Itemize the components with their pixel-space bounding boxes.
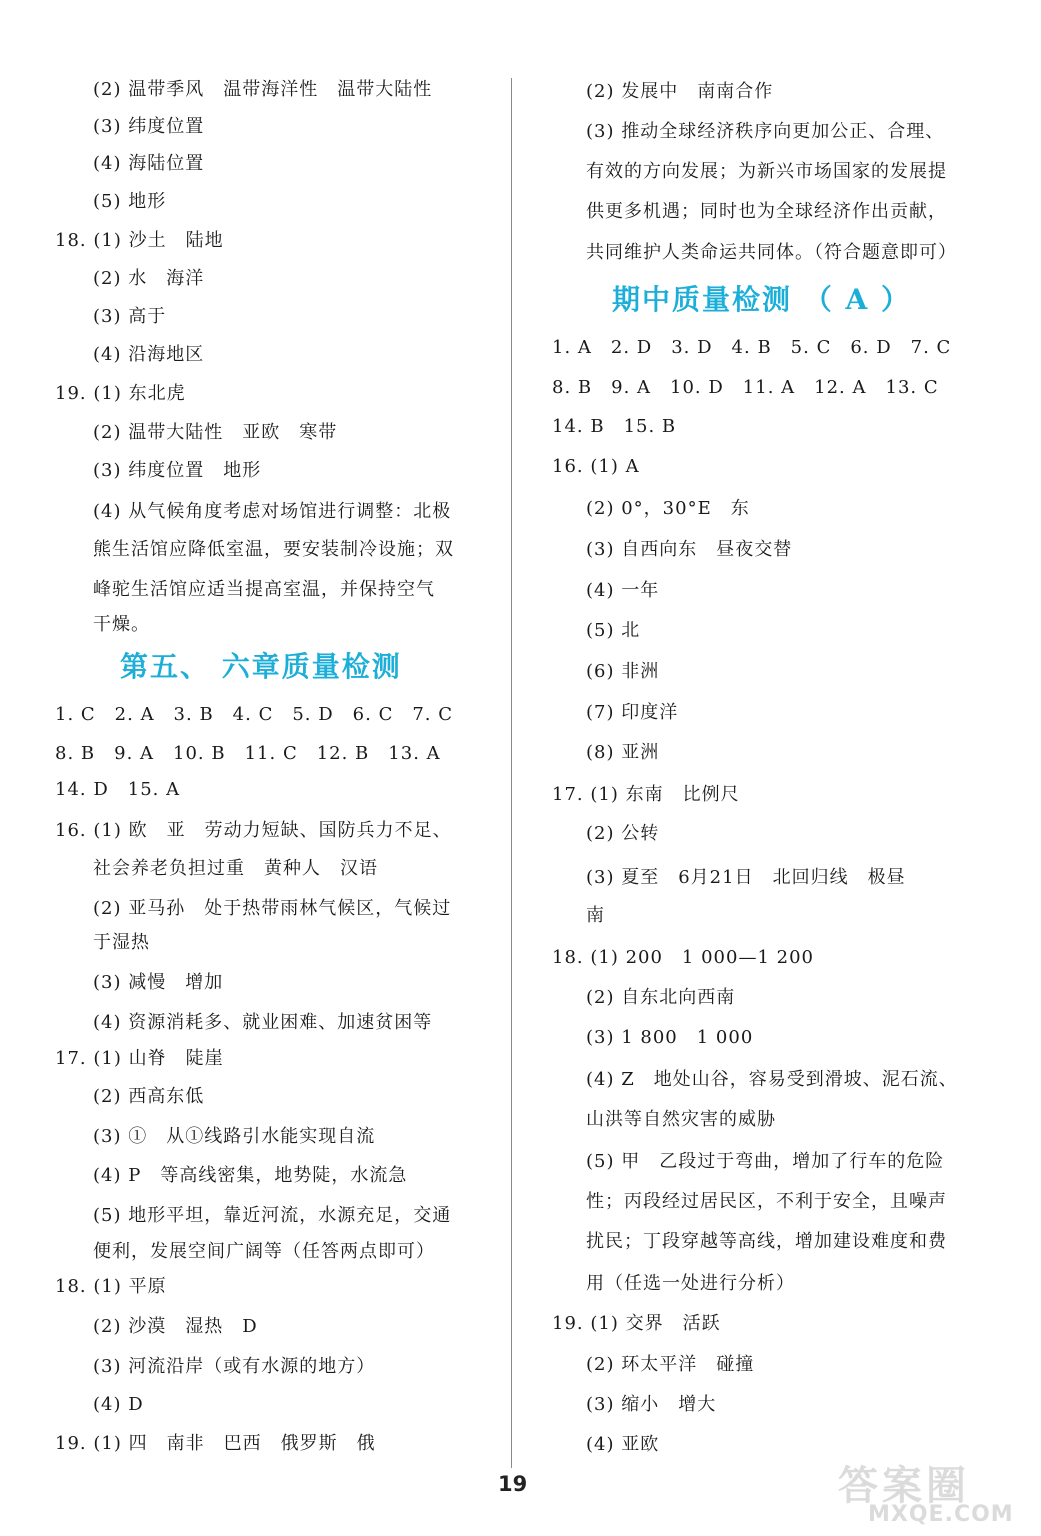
left-answer-line: 干燥。 <box>93 614 150 635</box>
left-answer-line: 熊生活馆应降低室温，要安装制冷设施；双 <box>93 539 454 560</box>
right-answer-line: (3) 夏至 6月21日 北回归线 极昼 <box>586 867 906 888</box>
column-divider <box>511 78 512 1468</box>
right-answer-line: (5) 甲 乙段过于弯曲，增加了行车的危险 <box>586 1151 945 1172</box>
left-answer-line: (3) ① 从①线路引水能实现自流 <box>93 1126 376 1147</box>
left-section-heading: 第五、 六章质量检测 <box>120 650 402 683</box>
left-answer-line: 18. (1) 平原 <box>55 1276 167 1297</box>
left-answer-line: 16. (1) 欧 亚 劳动力短缺、国防兵力不足、 <box>55 820 452 841</box>
right-answer-line: 扰民；丁段穿越等高线，增加建设难度和费 <box>586 1231 947 1252</box>
left-answer-line: (4) P 等高线密集，地势陡，水流急 <box>93 1165 408 1186</box>
right-section-heading: 期中质量检测 （ A ） <box>612 283 911 316</box>
right-answer-line: (6) 非洲 <box>586 661 660 682</box>
right-answer-line: (2) 发展中 南南合作 <box>586 81 774 102</box>
left-answer-line: (2) 温带季风 温带海洋性 温带大陆性 <box>93 79 433 100</box>
right-answer-line: 南 <box>586 905 605 926</box>
left-answer-line: (2) 温带大陆性 亚欧 寒带 <box>93 422 338 443</box>
right-answer-line: (3) 自西向东 昼夜交替 <box>586 539 793 560</box>
right-answer-line: 用（任选一处进行分析） <box>586 1273 795 1294</box>
left-answer-line: (2) 西高东低 <box>93 1086 205 1107</box>
right-answer-line: 供更多机遇；同时也为全球经济作出贡献， <box>586 201 947 222</box>
right-answer-line: (3) 1 800 1 000 <box>586 1027 754 1048</box>
right-answer-line: 16. (1) A <box>552 456 640 477</box>
left-answer-line: (3) 纬度位置 地形 <box>93 460 262 481</box>
left-answer-line: (4) 海陆位置 <box>93 153 205 174</box>
right-answer-line: 1. A 2. D 3. D 4. B 5. C 6. D 7. C <box>552 337 952 358</box>
right-answer-line: 19. (1) 交界 活跃 <box>552 1313 721 1334</box>
watermark-logo <box>828 1452 1038 1532</box>
right-answer-line: (3) 推动全球经济秩序向更加公正、合理、 <box>586 121 945 142</box>
right-answer-line: (2) 公转 <box>586 823 660 844</box>
left-answer-line: 18. (1) 沙土 陆地 <box>55 230 224 251</box>
right-answer-line: (2) 环太平洋 碰撞 <box>586 1354 755 1375</box>
right-answer-line: 山洪等自然灾害的威胁 <box>586 1109 776 1130</box>
right-answer-line: 17. (1) 东南 比例尺 <box>552 784 740 805</box>
right-answer-line: (7) 印度洋 <box>586 702 679 723</box>
right-answer-line: (3) 缩小 增大 <box>586 1394 717 1415</box>
right-answer-line: 18. (1) 200 1 000—1 200 <box>552 947 814 968</box>
left-answer-line: (3) 河流沿岸（或有水源的地方） <box>93 1356 376 1377</box>
left-answer-line: (3) 纬度位置 <box>93 116 205 137</box>
right-answer-line: (4) Z 地处山谷，容易受到滑坡、泥石流、 <box>586 1069 958 1090</box>
right-answer-line: 有效的方向发展；为新兴市场国家的发展提 <box>586 161 947 182</box>
left-answer-line: (4) 资源消耗多、就业困难、加速贫困等 <box>93 1012 433 1033</box>
left-answer-line: 便利，发展空间广阔等（任答两点即可） <box>93 1241 435 1262</box>
right-answer-line: 8. B 9. A 10. D 11. A 12. A 13. C <box>552 377 939 398</box>
watermark-cn: 答案圈 <box>838 1463 970 1509</box>
page-number: 19 <box>498 1472 528 1496</box>
left-answer-line: (5) 地形 <box>93 191 167 212</box>
right-answer-line: (2) 自东北向西南 <box>586 987 736 1008</box>
left-answer-line: 社会养老负担过重 黄种人 汉语 <box>93 858 378 879</box>
right-answer-line: (5) 北 <box>586 620 641 641</box>
left-answer-line: 14. D 15. A <box>55 779 181 800</box>
left-answer-line: 19. (1) 东北虎 <box>55 383 186 404</box>
left-answer-line: 1. C 2. A 3. B 4. C 5. D 6. C 7. C <box>55 704 454 725</box>
left-answer-line: (4) 从气候角度考虑对场馆进行调整：北极 <box>93 501 452 522</box>
watermark-en: MXQE.COM <box>868 1502 1014 1527</box>
left-answer-line: (4) 沿海地区 <box>93 344 205 365</box>
right-answer-line: (4) 一年 <box>586 580 660 601</box>
left-answer-line: 8. B 9. A 10. B 11. C 12. B 13. A <box>55 743 441 764</box>
left-answer-line: 于湿热 <box>93 932 150 953</box>
left-answer-line: (2) 水 海洋 <box>93 268 205 289</box>
left-answer-line: (2) 亚马孙 处于热带雨林气候区，气候过 <box>93 898 452 919</box>
left-answer-line: (5) 地形平坦，靠近河流，水源充足，交通 <box>93 1205 452 1226</box>
right-answer-line: 性；丙段经过居民区，不利于安全，且噪声 <box>586 1191 947 1212</box>
right-answer-line: 共同维护人类命运共同体。（符合题意即可） <box>586 242 957 263</box>
left-answer-line: (4) D <box>93 1394 144 1415</box>
left-answer-line: (3) 高于 <box>93 306 167 327</box>
right-answer-line: 14. B 15. B <box>552 416 677 437</box>
left-answer-line: 17. (1) 山脊 陡崖 <box>55 1048 224 1069</box>
left-answer-line: (2) 沙漠 湿热 D <box>93 1316 258 1337</box>
right-answer-line: (2) 0°，30°E 东 <box>586 498 750 519</box>
right-answer-line: (8) 亚洲 <box>586 742 660 763</box>
left-answer-line: (3) 减慢 增加 <box>93 972 224 993</box>
left-answer-line: 19. (1) 四 南非 巴西 俄罗斯 俄 <box>55 1433 376 1454</box>
left-answer-line: 峰驼生活馆应适当提高室温，并保持空气 <box>93 579 435 600</box>
right-answer-line: (4) 亚欧 <box>586 1434 660 1455</box>
